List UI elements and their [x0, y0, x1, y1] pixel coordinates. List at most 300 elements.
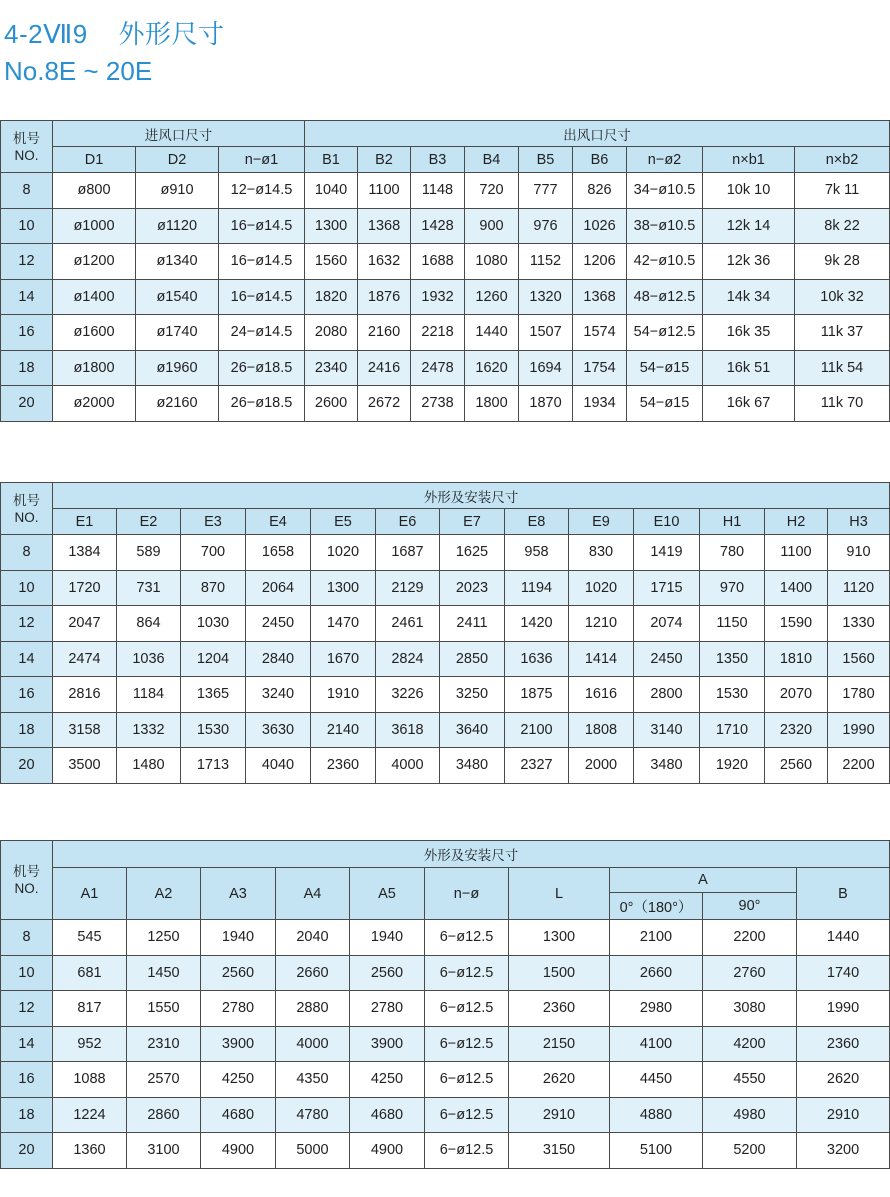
table-row [1, 350, 890, 386]
table-cell: 1500 [509, 955, 610, 991]
table-cell: 3080 [703, 991, 797, 1027]
table-cell: 26−ø18.5 [219, 386, 305, 422]
table-cell: 1300 [311, 570, 376, 606]
table-cell: 1574 [573, 315, 627, 351]
table-cell: 830 [569, 535, 634, 571]
table-cell: 38−ø10.5 [627, 208, 703, 244]
table-cell: ø800 [53, 173, 136, 209]
table-cell: 2340 [305, 350, 358, 386]
table-cell: ø1960 [136, 350, 219, 386]
model-number-cell: 18 [1, 712, 53, 748]
table-cell: 2910 [509, 1097, 610, 1133]
table-cell: 2816 [53, 677, 117, 713]
table-cell: 2218 [411, 315, 465, 351]
table-cell: 1670 [311, 641, 376, 677]
table-cell: ø1000 [53, 208, 136, 244]
table-cell: 10k 32 [795, 279, 890, 315]
model-number-cell: 20 [1, 748, 53, 784]
table-cell: 2360 [797, 1026, 890, 1062]
model-number-cell: 10 [1, 955, 53, 991]
table-cell: 1687 [376, 535, 440, 571]
table-cell: 4000 [276, 1026, 350, 1062]
table-cell: ø1120 [136, 208, 219, 244]
table-cell: 4450 [610, 1062, 703, 1098]
column-header: B3 [411, 147, 465, 173]
column-header: D1 [53, 147, 136, 173]
table-cell: 4040 [246, 748, 311, 784]
table-cell: 1250 [127, 920, 201, 956]
table-cell: 700 [181, 535, 246, 571]
col-header-a1: A1 [53, 868, 127, 920]
table-cell: 54−ø15 [627, 386, 703, 422]
table-cell: 970 [700, 570, 765, 606]
table-cell: 1616 [569, 677, 634, 713]
table-cell: 1206 [573, 244, 627, 280]
table-cell: 1470 [311, 606, 376, 642]
table-cell: 1720 [53, 570, 117, 606]
table-cell: 1625 [440, 535, 505, 571]
col-header-a4: A4 [276, 868, 350, 920]
column-header-row [1, 147, 890, 173]
table-cell: 1428 [411, 208, 465, 244]
table-cell: 1332 [117, 712, 181, 748]
table-cell: 1990 [828, 712, 890, 748]
table-cell: 2560 [201, 955, 276, 991]
table-cell: ø1540 [136, 279, 219, 315]
model-number-cell: 8 [1, 920, 53, 956]
table-cell: 1440 [465, 315, 519, 351]
table-cell: 2738 [411, 386, 465, 422]
column-header: E3 [181, 509, 246, 535]
page-title: 4-2Ⅶ9 外形尺寸 [4, 19, 225, 49]
table-cell: 1330 [828, 606, 890, 642]
table-cell: 2980 [610, 991, 703, 1027]
table-row [1, 1097, 890, 1133]
table-cell: 3200 [797, 1133, 890, 1169]
table-cell: 2160 [358, 315, 411, 351]
model-number-cell: 20 [1, 386, 53, 422]
table-cell: 1620 [465, 350, 519, 386]
table-cell: 2129 [376, 570, 440, 606]
table-cell: 1148 [411, 173, 465, 209]
table-cell: 1715 [634, 570, 700, 606]
column-header: B6 [573, 147, 627, 173]
column-header: n−ø2 [627, 147, 703, 173]
table-cell: 2450 [246, 606, 311, 642]
col-header-a2: A2 [127, 868, 201, 920]
table-cell: 2560 [350, 955, 425, 991]
table-row [1, 1026, 890, 1062]
table-cell: 2310 [127, 1026, 201, 1062]
column-header: B4 [465, 147, 519, 173]
table-cell: 589 [117, 535, 181, 571]
table-cell: 14k 34 [703, 279, 795, 315]
table-cell: 4550 [703, 1062, 797, 1098]
column-header: n−ø1 [219, 147, 305, 173]
table-cell: 1694 [519, 350, 573, 386]
table-cell: 731 [117, 570, 181, 606]
column-header: E8 [505, 509, 569, 535]
table-cell: 1194 [505, 570, 569, 606]
table-cell: 2100 [610, 920, 703, 956]
table-row [1, 748, 890, 784]
table-cell: 4900 [201, 1133, 276, 1169]
table-cell: 16k 67 [703, 386, 795, 422]
table-cell: 2064 [246, 570, 311, 606]
table-cell: 2000 [569, 748, 634, 784]
column-header: B5 [519, 147, 573, 173]
table-row [1, 991, 890, 1027]
table-cell: 3158 [53, 712, 117, 748]
table-cell: 2910 [797, 1097, 890, 1133]
table-cell: ø910 [136, 173, 219, 209]
table-cell: 54−ø12.5 [627, 315, 703, 351]
table-cell: 1876 [358, 279, 411, 315]
column-header: E5 [311, 509, 376, 535]
model-number-cell: 16 [1, 677, 53, 713]
table-cell: 9k 28 [795, 244, 890, 280]
table-cell: 11k 54 [795, 350, 890, 386]
table-cell: 1100 [358, 173, 411, 209]
table-row [1, 173, 890, 209]
table-row [1, 920, 890, 956]
table-cell: 1530 [181, 712, 246, 748]
model-number-cell: 12 [1, 244, 53, 280]
table-cell: 2780 [350, 991, 425, 1027]
table-cell: 720 [465, 173, 519, 209]
table-cell: 1368 [358, 208, 411, 244]
table-cell: 1020 [311, 535, 376, 571]
installation-dimensions-table-e-h [0, 482, 890, 784]
table-cell: 1710 [700, 712, 765, 748]
table-cell: 4100 [610, 1026, 703, 1062]
model-range-subtitle: No.8E ~ 20E [4, 56, 153, 86]
table-cell: 3226 [376, 677, 440, 713]
table-cell: 2620 [509, 1062, 610, 1098]
table-cell: 958 [505, 535, 569, 571]
inlet-outlet-dimensions-table [0, 120, 890, 422]
table-row [1, 1062, 890, 1098]
col-header-l: L [509, 868, 610, 920]
table-cell: 4250 [350, 1062, 425, 1098]
table-cell: 2150 [509, 1026, 610, 1062]
table-cell: 2450 [634, 641, 700, 677]
table-cell: 2474 [53, 641, 117, 677]
column-header: H2 [765, 509, 828, 535]
model-number-cell: 18 [1, 1097, 53, 1133]
table-row [1, 386, 890, 422]
table-cell: 5000 [276, 1133, 350, 1169]
table-cell: 2478 [411, 350, 465, 386]
col-header-a5: A5 [350, 868, 425, 920]
column-header: H1 [700, 509, 765, 535]
column-header: E4 [246, 509, 311, 535]
table-cell: 1300 [305, 208, 358, 244]
table-cell: 2047 [53, 606, 117, 642]
table-cell: 2672 [358, 386, 411, 422]
column-header-row [1, 509, 890, 535]
table-row [1, 955, 890, 991]
column-header: E9 [569, 509, 634, 535]
col-header-b: B [797, 868, 890, 920]
model-number-cell: 16 [1, 315, 53, 351]
table-cell: 16k 51 [703, 350, 795, 386]
table-cell: 1940 [350, 920, 425, 956]
table-cell: 1560 [305, 244, 358, 280]
table-cell: 6−ø12.5 [425, 1097, 509, 1133]
model-number-cell: 8 [1, 535, 53, 571]
table-cell: 826 [573, 173, 627, 209]
table-cell: 1932 [411, 279, 465, 315]
col-header-a-0-180: 0°（180°） [610, 893, 703, 920]
table-cell: ø1740 [136, 315, 219, 351]
table-row [1, 606, 890, 642]
table-cell: 4350 [276, 1062, 350, 1098]
table-cell: 1740 [797, 955, 890, 991]
table-cell: 1414 [569, 641, 634, 677]
table-cell: 2327 [505, 748, 569, 784]
table-cell: 48−ø12.5 [627, 279, 703, 315]
table-cell: 1420 [505, 606, 569, 642]
table-cell: 3100 [127, 1133, 201, 1169]
table-row [1, 570, 890, 606]
table-cell: 2660 [610, 955, 703, 991]
table-cell: 42−ø10.5 [627, 244, 703, 280]
table-row [1, 641, 890, 677]
column-header: n×b1 [703, 147, 795, 173]
table-cell: 2360 [509, 991, 610, 1027]
table-cell: 3150 [509, 1133, 610, 1169]
table-cell: 1224 [53, 1097, 127, 1133]
model-number-cell: 14 [1, 1026, 53, 1062]
table-cell: 1400 [765, 570, 828, 606]
table-cell: ø1340 [136, 244, 219, 280]
table-cell: 1940 [201, 920, 276, 956]
table-cell: 1030 [181, 606, 246, 642]
table-cell: 2824 [376, 641, 440, 677]
table-cell: 16−ø14.5 [219, 244, 305, 280]
table-cell: 1480 [117, 748, 181, 784]
table-cell: 1934 [573, 386, 627, 422]
table-cell: 3240 [246, 677, 311, 713]
table-cell: 1870 [519, 386, 573, 422]
table-cell: 545 [53, 920, 127, 956]
column-header: E10 [634, 509, 700, 535]
table-cell: 5100 [610, 1133, 703, 1169]
table-cell: 1910 [311, 677, 376, 713]
table-cell: 1632 [358, 244, 411, 280]
table-cell: 26−ø18.5 [219, 350, 305, 386]
table-cell: 24−ø14.5 [219, 315, 305, 351]
table-cell: 6−ø12.5 [425, 920, 509, 956]
table-cell: 3640 [440, 712, 505, 748]
table-cell: 1210 [569, 606, 634, 642]
table-cell: 3630 [246, 712, 311, 748]
table-row [1, 315, 890, 351]
table-cell: 3480 [440, 748, 505, 784]
col-header-n-phi: n−ø [425, 868, 509, 920]
col-header-a3: A3 [201, 868, 276, 920]
table-cell: 3618 [376, 712, 440, 748]
table-cell: 2620 [797, 1062, 890, 1098]
table-cell: 4250 [201, 1062, 276, 1098]
column-header: H3 [828, 509, 890, 535]
table-cell: 2320 [765, 712, 828, 748]
installation-dimensions-header: 外形及安装尺寸 [53, 841, 890, 868]
table-cell: ø2160 [136, 386, 219, 422]
table-cell: 2780 [201, 991, 276, 1027]
table-cell: 4680 [350, 1097, 425, 1133]
table-cell: 2140 [311, 712, 376, 748]
table-cell: 4880 [610, 1097, 703, 1133]
model-number-header: 机号 NO. [1, 483, 53, 535]
model-number-cell: 14 [1, 279, 53, 315]
table-cell: 1990 [797, 991, 890, 1027]
table-cell: 4200 [703, 1026, 797, 1062]
table-cell: 1590 [765, 606, 828, 642]
model-number-cell: 8 [1, 173, 53, 209]
column-header: E7 [440, 509, 505, 535]
table-cell: 1152 [519, 244, 573, 280]
table-cell: 16k 35 [703, 315, 795, 351]
outlet-dimensions-header: 出风口尺寸 [305, 121, 890, 147]
table-cell: 34−ø10.5 [627, 173, 703, 209]
table-cell: 16−ø14.5 [219, 208, 305, 244]
table-cell: 952 [53, 1026, 127, 1062]
table-cell: 6−ø12.5 [425, 955, 509, 991]
table-cell: 4000 [376, 748, 440, 784]
table-cell: 1560 [828, 641, 890, 677]
table-cell: 1320 [519, 279, 573, 315]
table-cell: 1713 [181, 748, 246, 784]
table-cell: 6−ø12.5 [425, 991, 509, 1027]
table-cell: 4980 [703, 1097, 797, 1133]
table-cell: 681 [53, 955, 127, 991]
table-cell: 1026 [573, 208, 627, 244]
table-cell: 1419 [634, 535, 700, 571]
table-cell: 1507 [519, 315, 573, 351]
table-cell: 4900 [350, 1133, 425, 1169]
column-header: n×b2 [795, 147, 890, 173]
installation-dimensions-header: 外形及安装尺寸 [53, 483, 890, 509]
table-cell: 11k 37 [795, 315, 890, 351]
table-cell: 5200 [703, 1133, 797, 1169]
table-cell: 864 [117, 606, 181, 642]
table-cell: 3900 [201, 1026, 276, 1062]
table-cell: 1088 [53, 1062, 127, 1098]
model-number-cell: 14 [1, 641, 53, 677]
table-cell: 1658 [246, 535, 311, 571]
table-cell: ø1600 [53, 315, 136, 351]
table-cell: 2840 [246, 641, 311, 677]
table-cell: 3900 [350, 1026, 425, 1062]
table-cell: 777 [519, 173, 573, 209]
table-cell: 2600 [305, 386, 358, 422]
table-cell: 2560 [765, 748, 828, 784]
table-cell: 3140 [634, 712, 700, 748]
table-cell: 817 [53, 991, 127, 1027]
table-cell: 2360 [311, 748, 376, 784]
table-row [1, 677, 890, 713]
table-cell: 2461 [376, 606, 440, 642]
table-cell: 870 [181, 570, 246, 606]
model-number-cell: 20 [1, 1133, 53, 1169]
column-header: E2 [117, 509, 181, 535]
table-cell: 1800 [465, 386, 519, 422]
table-row [1, 535, 890, 571]
table-row [1, 244, 890, 280]
table-cell: 2100 [505, 712, 569, 748]
column-header: E1 [53, 509, 117, 535]
table-cell: 2570 [127, 1062, 201, 1098]
table-cell: 1080 [465, 244, 519, 280]
table-cell: 1300 [509, 920, 610, 956]
model-number-cell: 16 [1, 1062, 53, 1098]
table-cell: 2040 [276, 920, 350, 956]
table-cell: 7k 11 [795, 173, 890, 209]
column-header: E6 [376, 509, 440, 535]
table-cell: 12k 14 [703, 208, 795, 244]
table-cell: 1550 [127, 991, 201, 1027]
table-row [1, 279, 890, 315]
table-cell: 1150 [700, 606, 765, 642]
table-cell: 900 [465, 208, 519, 244]
column-header: D2 [136, 147, 219, 173]
table-cell: 1754 [573, 350, 627, 386]
table-cell: 8k 22 [795, 208, 890, 244]
table-cell: ø1200 [53, 244, 136, 280]
table-cell: 3500 [53, 748, 117, 784]
table-cell: 2070 [765, 677, 828, 713]
table-cell: 1020 [569, 570, 634, 606]
column-header: B2 [358, 147, 411, 173]
model-number-cell: 12 [1, 991, 53, 1027]
table-cell: 1204 [181, 641, 246, 677]
table-cell: 2880 [276, 991, 350, 1027]
installation-dimensions-table-a-b [0, 840, 890, 1169]
table-cell: 2074 [634, 606, 700, 642]
table-cell: 2660 [276, 955, 350, 991]
table-cell: 1350 [700, 641, 765, 677]
table-cell: 3480 [634, 748, 700, 784]
table-cell: 16−ø14.5 [219, 279, 305, 315]
table-cell: 1688 [411, 244, 465, 280]
table-cell: 6−ø12.5 [425, 1062, 509, 1098]
table-cell: 780 [700, 535, 765, 571]
table-cell: 1780 [828, 677, 890, 713]
table-cell: 6−ø12.5 [425, 1133, 509, 1169]
table-cell: 2860 [127, 1097, 201, 1133]
table-cell: 1368 [573, 279, 627, 315]
table-cell: 976 [519, 208, 573, 244]
table-cell: 1530 [700, 677, 765, 713]
table-cell: 1100 [765, 535, 828, 571]
table-cell: 54−ø15 [627, 350, 703, 386]
inlet-dimensions-header: 进风口尺寸 [53, 121, 305, 147]
table-cell: ø1800 [53, 350, 136, 386]
model-number-cell: 10 [1, 208, 53, 244]
model-number-cell: 18 [1, 350, 53, 386]
table-cell: ø1400 [53, 279, 136, 315]
table-cell: 1120 [828, 570, 890, 606]
table-cell: 2080 [305, 315, 358, 351]
table-cell: 1360 [53, 1133, 127, 1169]
col-header-a-90: 90° [703, 893, 797, 920]
table-cell: ø2000 [53, 386, 136, 422]
table-cell: 2411 [440, 606, 505, 642]
table-cell: 12k 36 [703, 244, 795, 280]
table-cell: 1450 [127, 955, 201, 991]
